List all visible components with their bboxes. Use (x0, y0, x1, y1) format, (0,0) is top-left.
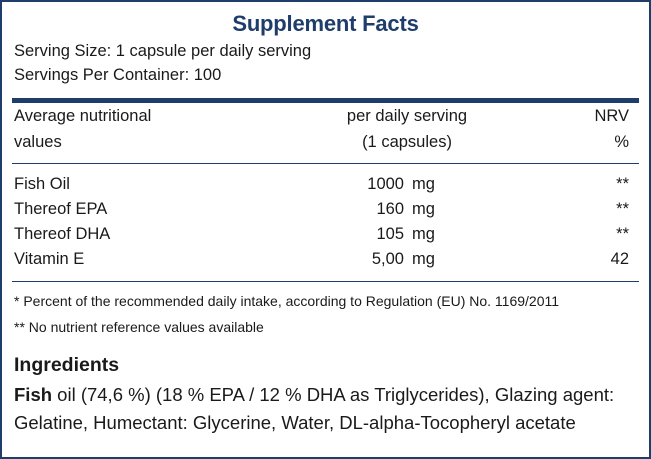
serving-size: Serving Size: 1 capsule per daily serving (14, 42, 312, 60)
ingredients-line1: oil (74,6 %) (18 % EPA / 12 % DHA as Triglycerides), Glazing agent: (52, 384, 615, 405)
row-amount: 5,00 (371, 250, 404, 268)
row-name: Vitamin E (14, 250, 85, 268)
row-unit: mg (412, 175, 435, 193)
header-col-serving-line2: (1 capsules) (362, 133, 452, 151)
row-nrv: 42 (610, 250, 629, 268)
header-col-nrv-line1: NRV (594, 107, 629, 125)
servings-per-container: Servings Per Container: 100 (14, 66, 222, 84)
table-header-divider (12, 163, 639, 164)
row-unit: mg (412, 200, 435, 218)
header-col-name-line1: Average nutritional (14, 107, 152, 125)
row-amount: 160 (376, 200, 404, 218)
row-name: Fish Oil (14, 175, 70, 193)
row-amount: 1000 (367, 175, 404, 193)
header-col-name-line2: values (14, 133, 62, 151)
row-unit: mg (412, 250, 435, 268)
row-unit: mg (412, 225, 435, 243)
ingredients-heading: Ingredients (14, 354, 120, 376)
row-nrv: ** (616, 200, 629, 218)
row-name: Thereof EPA (14, 200, 108, 218)
ingredients-line2: Gelatine, Humectant: Glycerine, Water, DL-alpha-Tocopheryl acetate (14, 412, 576, 433)
ingredients-bold-lead: Fish (14, 384, 53, 405)
row-name: Thereof DHA (14, 225, 111, 243)
header-col-nrv-line2: % (614, 133, 629, 151)
row-nrv: ** (616, 175, 629, 193)
footnote-no-nrv: ** No nutrient reference values available (14, 319, 264, 335)
ingredients-text (14, 381, 644, 437)
row-amount: 105 (376, 225, 404, 243)
header-rule (12, 98, 639, 103)
row-nrv: ** (616, 225, 629, 243)
panel-title: Supplement Facts (232, 11, 419, 36)
footnote-nrv: * Percent of the recommended daily intake, according to Regulation (EU) No. 1169/2011 (14, 293, 560, 309)
table-footer-divider (12, 281, 639, 282)
header-col-serving-line1: per daily serving (346, 107, 468, 125)
